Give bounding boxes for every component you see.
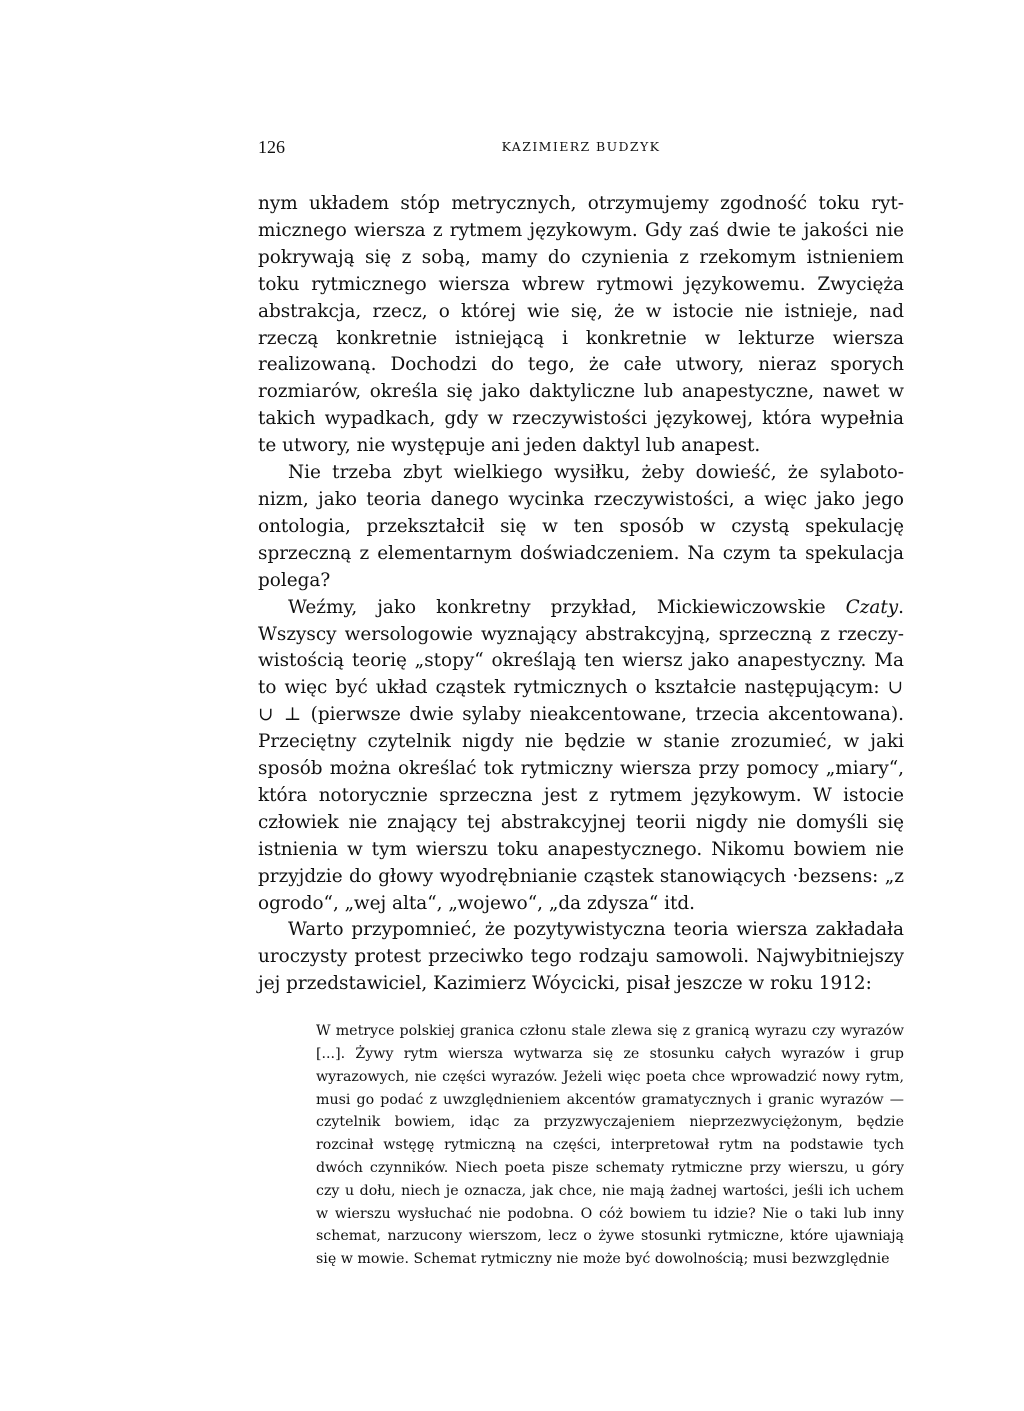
running-head: KAZIMIERZ BUDZYK [501,139,661,154]
paragraph-3-after-title: . Wszyscy wersologowie wyznający abstrakcyjną, sprzeczną z rzeczywistością teorię „stopy“ określają ten wiersz jako anapestyczny. Ma to więc być układ cząstek rytmicznych o kształcie następującym: [258,596,904,699]
book-page [258,136,904,1271]
paragraph-3-after-scansion: (pierwsze dwie sylaby nieakcentowane, trzecia akcentowana). Przeciętny czytelnik nigdy nie będzie w stanie zrozumieć, w jaki sposób można określać tok rytmiczny wiersza przy pomocy „miary“, która notorycznie sprzeczna jest z rytmem językowym. W istocie człowiek nie znający tej abstrakcyjnej teorii nigdy nie domyśli się istnienia w tym wierszu toku anapestycznego. Nikomu bowiem nie przyjdzie do głowy wyodrębnianie cząstek stanowiących ·bezsens: „z ogrodo“, „wej alta“, „wojewo“, „da zdysza“ itd. [258,704,905,914]
quote-text: W metryce polskiej granica członu stale zlewa się z granicą wyrazu czy wyrazów [...]. Żywy rytm wiersza wytwarza się ze stosunku całych wyrazów i grup wyrazowych, nie części wyrazów. Jeżeli więc poeta chce wprowadzić nowy rytm, musi go podać z uwzględnieniem akcentów gramatycznych i granic wyrazów — czytelnik bowiem, idąc za przyzwyczajeniem nieprzezwyciężonym, będzie rozcinał wstęgę rytmiczną na części, interpretował rytm na podstawie tych dwóch czynników. Niech poeta pisze schematy rytmiczne przy wierszu, u góry czy u dołu, niech je oznacza, jak chce, nie mają żadnej wartości, jeśli ich uchem w wierszu wysłuchać nie podobna. O cóż bowiem tu idzie? Nie o taki lub inny schemat, narzucony wierszom, lecz o żywe stosunki rytmiczne, które ujawniają się w mowie. Schemat rytmiczny nie może być dowolnością; musi bezwzględnie [316,1023,904,1268]
block-quote [316,1020,904,1271]
paragraph-1: nym układem stóp metrycznych, otrzymujemy zgodność toku rytmicznego wiersza z rytmem językowym. Gdy zaś dwie te jakości nie pokrywają się z sobą, mamy do czynienia z rzekomym istnieniem toku rytmicznego wiersza wbrew rytmowi językowemu. Zwycięża abstrakcja, rzecz, o której wie się, że w istocie nie istnieje, nad rzeczą konkretnie istniejącą i konkretnie w lekturze wiersza realizowaną. Dochodzi do tego, że całe utwory, nieraz sporych rozmiarów, określa się jako daktyliczne lub anapestyczne, nawet w takich wypadkach, gdy w rzeczywistości językowej, która wypełnia te utwory, nie występuje ani jeden daktyl lub anapest. [258,193,904,457]
main-text [258,191,904,998]
scansion-symbols: ∪ ∪ ⊥ [258,677,904,726]
paragraph-3 [258,595,904,918]
page-header [258,136,904,166]
paragraph-4: Warto przypomnieć, że pozytywistyczna teoria wiersza zakładała uroczysty protest przeciwko tego rodzaju samowoli. Najwybitniejszy jej przedstawiciel, Kazimierz Wóycicki, pisał jeszcze w roku 1912: [258,919,904,995]
paragraph-3-before-title: Weźmy, jako konkretny przykład, Mickiewiczowskie [288,596,846,618]
paragraph-2: Nie trzeba zbyt wielkiego wysiłku, żeby dowieść, że sylabotonizm, jako teoria danego wycinka rzeczywistości, a więc jako jego ontologia, przekształcił się w ten sposób w czystą spekulację sprzeczną z elementarnym doświadczeniem. Na czym ta spekulacja polega? [258,462,904,591]
poem-title: Czaty [845,596,899,618]
page-number: 126 [258,137,285,157]
